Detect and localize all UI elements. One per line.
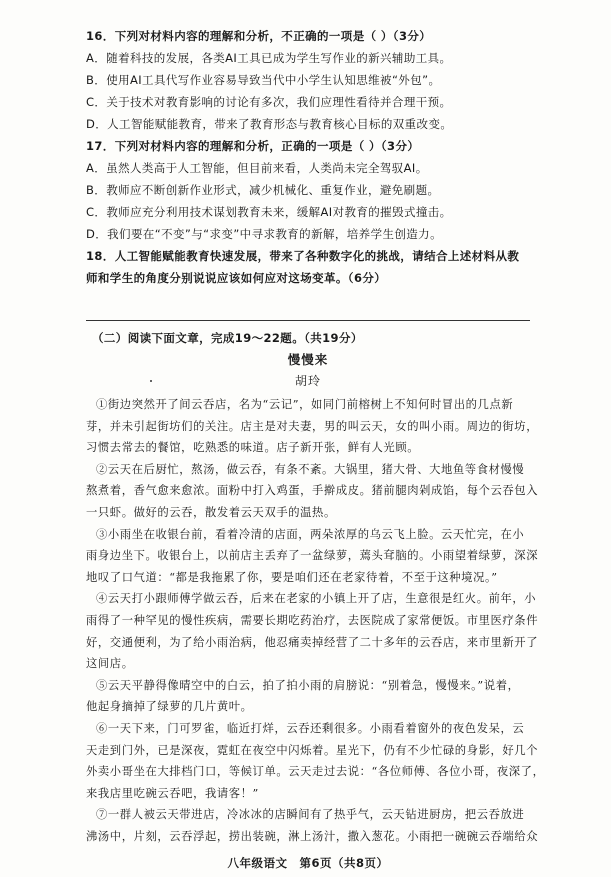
- article-line: 习惯去常去的餐馆，吃熟悉的味道。店子新开张，鲜有人光顾。: [86, 441, 420, 455]
- article-line: ⑦一群人被云天带进店，冷冰冰的店瞬间有了热乎气，云天钻进厨房，把云吞放进: [96, 808, 525, 822]
- article-line: ①街边突然开了间云吞店，名为“云记”，如同门前榕树上不知何时冒出的几点新: [96, 398, 514, 411]
- article-line: 芽，并未引起街坊们的关注。店主是对夫妻，男的叫云天，女的叫小雨。周边的街坊，: [86, 419, 539, 433]
- question-17-option-d: D．我们要在“不变”与“求变”中寻求教育的新解，培养学生创造力。: [86, 227, 442, 241]
- article-line: 这间店。: [86, 657, 134, 671]
- article-line: 熬煮着，香气愈来愈浓。面粉中打入鸡蛋，手擀成皮。猪前腿肉剁成馅，每个云吞包入: [86, 484, 539, 498]
- article-line: 一只虾。做好的云吞，散发着云天双手的温热。: [86, 506, 336, 519]
- article-line: ④云天打小跟师傅学做云吞，后来在老家的小镇上开了店，生意很是红火。前年，小: [96, 592, 537, 606]
- question-16-option-d: D．人工智能赋能教育，带来了教育形态与教育核心目标的双重改变。: [86, 117, 453, 131]
- article-line: 地叹了口气道：“都是我拖累了你，要是咱们还在老家待着，不至于这种境况。”: [86, 570, 498, 584]
- article-line: 好，交通便利，为了给小雨治病，他忍痛卖掉经营了二十多年的云吞店，来市里新开了: [86, 635, 539, 649]
- article-title: 慢慢来: [287, 352, 329, 367]
- article-line: ⑥一天下来，门可罗雀，临近打烊，云吞还剩很多。小雨看着窗外的夜色发呆，云: [96, 722, 525, 735]
- article-line: 雨得了一种罕见的慢性疾病，需要长期吃药治疗，去医院成了家常便饭。市里医疗条件: [86, 614, 539, 627]
- question-17-option-b: B．教师应不断创新作业形式，减少机械化、重复作业，避免刷题。: [86, 183, 440, 197]
- question-18-line-2: 师和学生的角度分别说说应该如何应对这场变革。（6分）: [86, 271, 387, 285]
- article-line: ③小雨坐在收银台前，看着冷清的店面，两朵浓厚的乌云飞上脸。云天忙完，在小: [96, 527, 525, 541]
- question-17-option-a: A．虽然人类高于人工智能，但目前来看，人类尚未完全驾驭AI。: [86, 161, 428, 175]
- article-line: 他起身摘掉了绿萝的几片黄叶。: [86, 700, 253, 714]
- question-16-option-a: A．随着科技的发展，各类AI工具已成为学生写作业的新兴辅助工具。: [86, 51, 452, 65]
- article-line: ⑤云天平静得像晴空中的白云，拍了拍小雨的肩膀说：“别着急，慢慢来。”说着，: [96, 678, 520, 692]
- page-footer: 八年级语文 第6页（共8页）: [227, 856, 389, 870]
- question-17-stem: 17．下列对材料内容的理解和分析，正确的一项是（ ）（3分）: [86, 139, 420, 153]
- section-divider: [86, 320, 530, 321]
- question-18-line-1: 18．人工智能赋能教育快速发展，带来了各种数字化的挑战，请结合上述材料从教: [86, 249, 520, 263]
- article-line: 沸汤中，片刻，云吞浮起，捞出装碗，淋上汤汁，撒入葱花。小雨把一碗碗云吞端给众: [86, 830, 539, 843]
- question-17-option-c: C．教师应充分利用技术谋划教育未来，缓解AI对教育的摧毁式撞击。: [86, 205, 452, 219]
- article-line: 来我店里吃碗云吞吧，我请客！”: [86, 786, 259, 800]
- article-line: 外卖小哥坐在大排档门口，等候订单。云天走过去说：“各位师傅、各位小哥，夜深了，: [86, 765, 545, 779]
- article-line: 天走到门外，已是深夜，霓虹在夜空中闪烁着。星光下，仍有不少忙碌的身影，好几个: [86, 743, 539, 757]
- article-author: 胡玲: [294, 374, 321, 388]
- article-line: 雨身边坐下。收银台上，以前店主丢弃了一盆绿萝，蔫头耷脑的。小雨望着绿萝，深深: [86, 549, 539, 563]
- question-16-stem: 16．下列对材料内容的理解和分析，不正确的一项是（ ）（3分）: [86, 29, 432, 43]
- article-line: ②云天在后厨忙，熬汤，做云吞，有条不紊。大锅里，猪大骨、大地鱼等食材慢慢: [96, 462, 525, 476]
- section-2-heading: （二）阅读下面文章，完成19～22题。（共19分）: [92, 331, 363, 345]
- question-16-option-c: C．关于技术对教育影响的讨论有多次，我们应理性看待并合理干预。: [86, 95, 452, 109]
- question-16-option-b: B．使用AI工具代写作业容易导致当代中小学生认知思维被“外包”。: [86, 73, 441, 87]
- stray-mark: [150, 380, 152, 382]
